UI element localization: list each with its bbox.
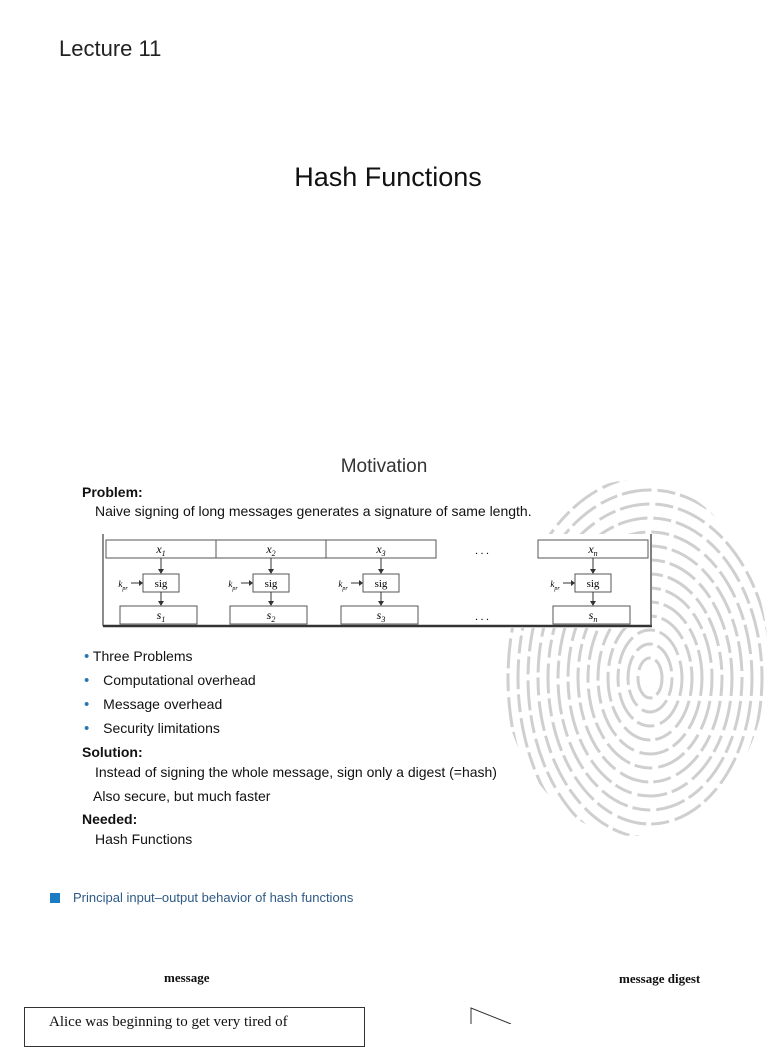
- solution-line: Instead of signing the whole message, sign only a digest (=hash): [95, 764, 497, 780]
- input-block-label: $x_1$: [156, 542, 166, 558]
- three-problems-text: Three Problems: [92, 648, 193, 664]
- problem-item-text: Message overhead: [103, 696, 223, 712]
- output-block-label: $s_3$: [376, 608, 386, 624]
- needed-text: Hash Functions: [95, 831, 193, 847]
- private-key-label: $k_{pr}$: [118, 579, 128, 592]
- sig-label: sig: [374, 578, 388, 590]
- problem-text: Naive signing of long messages generates a signature of same length.: [95, 503, 532, 519]
- slide-title: Hash Functions: [294, 162, 482, 192]
- square-bullet-icon: [50, 893, 60, 903]
- bullet-icon: •: [84, 648, 90, 665]
- input-block-label: $x_3$: [376, 542, 386, 558]
- problem-item: [84, 672, 256, 689]
- sig-label: sig: [586, 578, 600, 590]
- problem-item: [84, 696, 222, 713]
- solution-label: Solution:: [82, 744, 143, 760]
- solution-line: Also secure, but much faster: [93, 788, 271, 804]
- section-heading: Motivation: [340, 456, 428, 477]
- sig-label: sig: [264, 578, 278, 590]
- output-block-label: $s_n$: [588, 608, 598, 624]
- output-block-label: $s_2$: [266, 608, 276, 624]
- message-text: Alice was beginning to get very tired of: [49, 1014, 288, 1030]
- bullet-icon: •: [84, 672, 90, 689]
- private-key-label: $k_{pr}$: [228, 579, 238, 592]
- needed-label: Needed:: [82, 811, 138, 827]
- lecture-number: Lecture 11: [59, 36, 162, 61]
- message-digest-label: message digest: [619, 971, 701, 986]
- fingerprint-image: [500, 478, 768, 838]
- bullet-icon: •: [84, 696, 90, 713]
- sig-label: sig: [154, 578, 168, 590]
- problem-item-text: Security limitations: [103, 720, 220, 736]
- diagram-ellipsis-top: . . .: [475, 545, 489, 557]
- bullet-icon: •: [84, 720, 90, 737]
- hash-function-shape: [466, 1004, 516, 1024]
- input-block-label: $x_2$: [266, 542, 276, 558]
- problem-item: [84, 720, 220, 737]
- private-key-label: $k_{pr}$: [338, 579, 348, 592]
- problem-label: Problem:: [82, 484, 143, 500]
- diagram-ellipsis-bottom: . . .: [475, 611, 489, 623]
- note-text: Principal input–output behavior of hash functions: [73, 890, 354, 905]
- problem-item-text: Computational overhead: [103, 672, 256, 688]
- three-problems-item: [84, 648, 193, 665]
- message-label: message: [164, 970, 210, 985]
- private-key-label: $k_{pr}$: [550, 579, 560, 592]
- input-block-label: $x_n$: [588, 542, 598, 558]
- signing-diagram: [102, 534, 652, 628]
- message-box: [24, 1007, 365, 1047]
- bullet-note: [50, 890, 353, 905]
- output-block-label: $s_1$: [156, 608, 166, 624]
